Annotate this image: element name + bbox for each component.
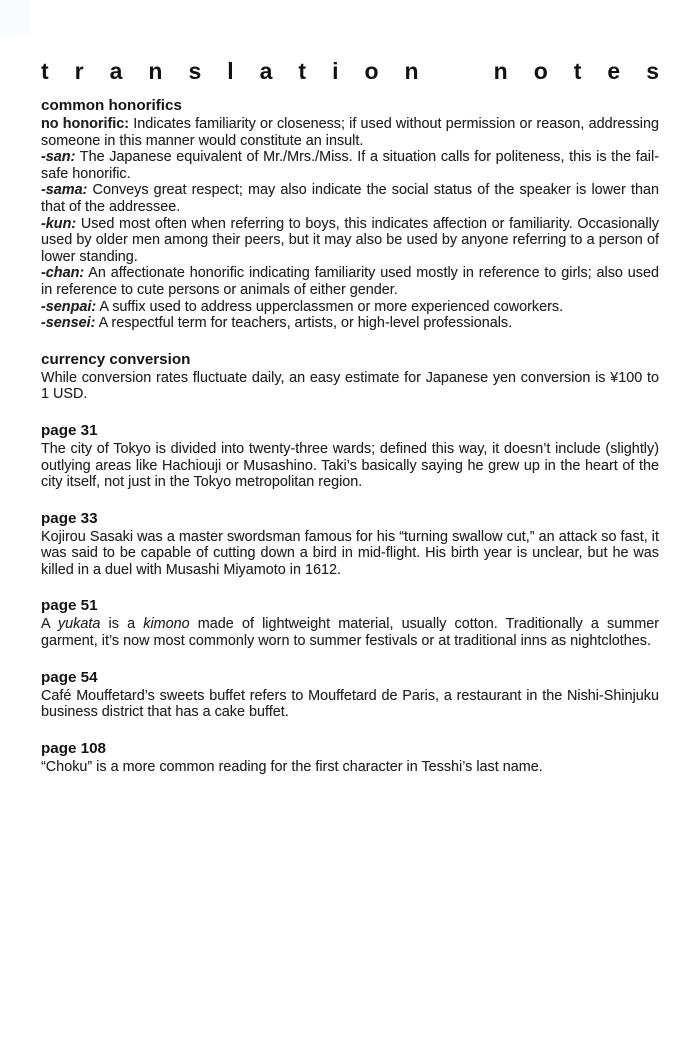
section-page-51 <box>41 597 659 649</box>
honorific-term: -senpai: <box>41 298 97 315</box>
heading-page-108: page 108 <box>41 739 107 757</box>
honorific-entry-sama <box>41 182 659 215</box>
note-segment: A <box>41 616 58 633</box>
note-segment: “Choku” is a more common reading for the first character in Tesshi’s last name. <box>41 758 543 775</box>
heading-common-honorifics: common honorifics <box>41 97 182 114</box>
note-segment-italic: yukata <box>57 616 101 633</box>
honorific-definition: The Japanese equivalent of Mr./Mrs./Miss. If a situation calls for politeness, this is the fail-safe honorific. <box>41 149 659 182</box>
page-title <box>41 56 685 86</box>
note-segment: made of lightweight material, usually cotton. Traditionally a summer garment, it’s now most commonly worn to summer festivals or at traditional inns as nightclothes. <box>41 616 659 650</box>
honorific-term: no honorific: <box>41 116 130 132</box>
page-content <box>41 56 685 775</box>
honorific-term: -san: <box>41 149 76 166</box>
honorific-definition: A suffix used to address upperclassmen or more experienced coworkers. <box>99 298 564 315</box>
heading-page-54: page 54 <box>41 668 98 686</box>
honorific-term: -chan: <box>41 265 85 282</box>
heading-page-51: page 51 <box>41 597 98 615</box>
honorifics-entries <box>41 116 659 332</box>
honorific-definition: A respectful term for teachers, artists, or high-level professionals. <box>98 315 513 332</box>
honorific-term: -sensei: <box>41 315 96 332</box>
section-page-108 <box>41 740 659 776</box>
honorific-definition: Used most often when referring to boys, this indicates affection or familiarity. Occasionally used by older men among their peers, but it may also be used by anyone referring to a person of lower standing. <box>41 215 659 265</box>
heading-currency-conversion: currency conversion <box>41 350 191 368</box>
note-paragraph <box>41 759 659 776</box>
section-page-33 <box>41 510 659 579</box>
honorific-entry-senpai <box>41 299 659 316</box>
page-51-text <box>41 616 659 649</box>
honorific-entry-san <box>41 149 659 182</box>
honorific-entry-kun <box>41 216 659 266</box>
note-paragraph <box>41 616 659 649</box>
honorific-term: -kun: <box>41 215 77 232</box>
currency-paragraph: While conversion rates fluctuate daily, an easy estimate for Japanese yen conversion is ¥100 to 1 USD. <box>41 369 659 403</box>
heading-page-33: page 33 <box>41 509 98 527</box>
section-page-54 <box>41 669 659 721</box>
title-word-translation: translation <box>41 58 445 84</box>
note-segment: is a <box>100 616 144 633</box>
note-paragraph <box>41 529 659 579</box>
honorific-entry-none <box>41 116 659 149</box>
section-common-honorifics <box>41 97 659 332</box>
page-33-text <box>41 529 659 579</box>
honorific-definition: Indicates familiarity or closeness; if used without permission or reason, addressing someone in this manner would constitute an insult. <box>41 116 659 149</box>
title-word-notes: notes <box>493 58 685 84</box>
section-currency-conversion <box>41 351 659 403</box>
honorific-entry-sensei <box>41 315 659 332</box>
page-31-text <box>41 441 659 491</box>
honorific-term: -sama: <box>41 182 88 199</box>
section-page-31 <box>41 422 659 491</box>
currency-conversion-text <box>41 370 659 403</box>
note-segment: Kojirou Sasaki was a master swordsman famous for his “turning swallow cut,” an attack so fast, it was said to be capable of cutting down a bird in mid-flight. His birth year is unclear, but he was killed in a duel with Musashi Miyamoto in 1612. <box>41 528 659 578</box>
heading-page-31: page 31 <box>41 421 98 439</box>
page-54-text <box>41 688 659 721</box>
honorific-definition: An affectionate honorific indicating familiarity used mostly in reference to girls; also used in reference to cute persons or animals of either gender. <box>41 265 659 298</box>
note-paragraph <box>41 441 659 491</box>
note-segment: Café Mouffetard’s sweets buffet refers to Mouffetard de Paris, a restaurant in the Nishi-Shinjuku business district that has a cake buffet. <box>41 687 659 721</box>
honorific-entry-chan <box>41 265 659 298</box>
note-segment: The city of Tokyo is divided into twenty-three wards; defined this way, it doesn’t include (slightly) outlying areas like Hachiouji or Musashino. Taki’s basically saying he grew up in the heart of the city itself, not just in the Tokyo metropolitan region. <box>41 440 659 491</box>
honorific-definition: Conveys great respect; may also indicate the social status of the speaker is lower than that of the addressee. <box>41 182 659 215</box>
note-paragraph <box>41 688 659 721</box>
note-segment-italic: kimono <box>143 616 190 633</box>
page-108-text <box>41 759 659 776</box>
scan-artifact-corner <box>0 0 30 36</box>
